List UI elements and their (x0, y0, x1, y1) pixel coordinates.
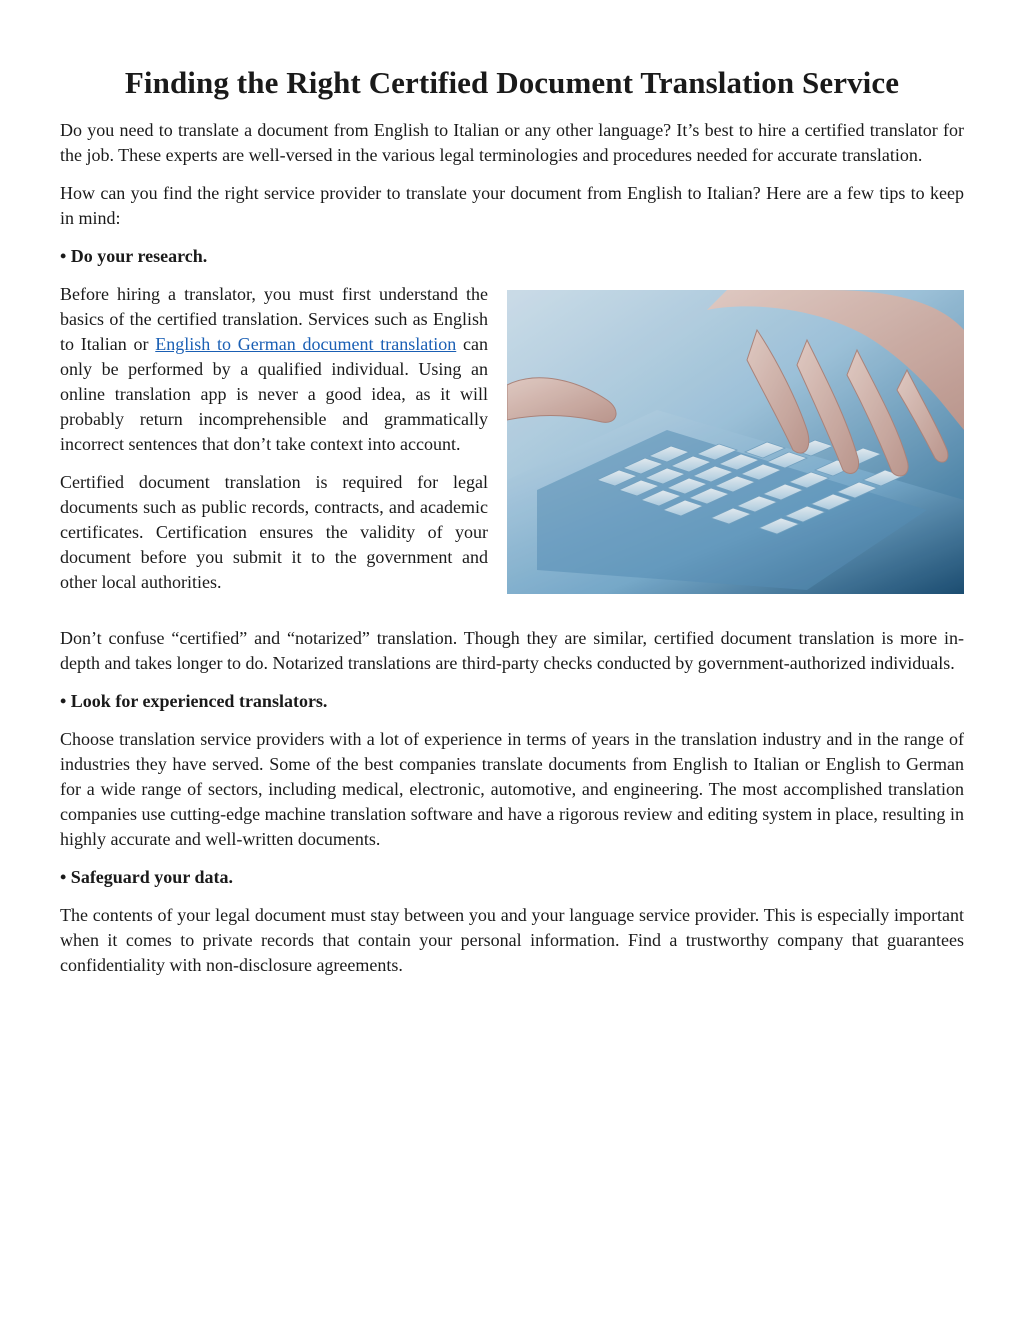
research-section (60, 282, 964, 613)
document-page (60, 0, 964, 978)
heading-safeguard-your-data: • Safeguard your data. (60, 867, 233, 887)
heading-look-for-experienced-translators: • Look for experienced translators. (60, 691, 328, 711)
photo-illustration (507, 290, 964, 594)
research-paragraph-3: Don’t confuse “certified” and “notarized” translation. Though they are similar, certified document translation is more in-depth and takes longer to do. Notarized translations are third-party checks conducted by government-authorized individuals. (60, 628, 964, 673)
heading-do-your-research: • Do your research. (60, 246, 208, 266)
laptop-typing-photo (507, 290, 964, 594)
research-text-column (60, 282, 488, 595)
experience-paragraph: Choose translation service providers with a lot of experience in terms of years in the translation industry and in the range of industries they have served. Some of the best companies translate documents from English to Italian or English to German for a wide range of sectors, including medical, electronic, automotive, and engineering. The most accomplished translation companies use cutting-edge machine translation software and have a rigorous review and editing system in place, resulting in highly accurate and well-written documents. (60, 729, 964, 849)
page-title: Finding the Right Certified Document Translation Service (124, 65, 900, 100)
safeguard-paragraph: The contents of your legal document must stay between you and your language service provider. This is especially important when it comes to private records that contain your personal information. Find a trustworthy company that guarantees confidentiality with non-disclosure agreements. (60, 905, 964, 975)
intro-paragraph-2: How can you find the right service provider to translate your document from English to Italian? Here are a few tips to keep in mind: (60, 183, 964, 228)
research-paragraph-1-end: can only be performed by a qualified individual. Using an online translation app is never a good idea, as it will probably return incomprehensible and grammatically incorrect sentences that don’t take context into account. (60, 334, 488, 454)
research-paragraph-2: Certified document translation is required for legal documents such as public records, contracts, and academic certificates. Certification ensures the validity of your document before you submit it to the government and other local authorities. (60, 472, 488, 592)
english-to-german-link[interactable]: English to German document translation (155, 334, 457, 354)
intro-paragraph-1: Do you need to translate a document from English to Italian or any other language? It’s best to hire a certified translator for the job. These experts are well-versed in the various legal terminologies and procedures needed for accurate translation. (60, 120, 964, 165)
research-paragraph-1-start: Before hiring a translator, you must first understand the basics of the certified translation. Services such as English to Italian or (60, 284, 488, 354)
research-paragraph-1 (60, 282, 488, 457)
